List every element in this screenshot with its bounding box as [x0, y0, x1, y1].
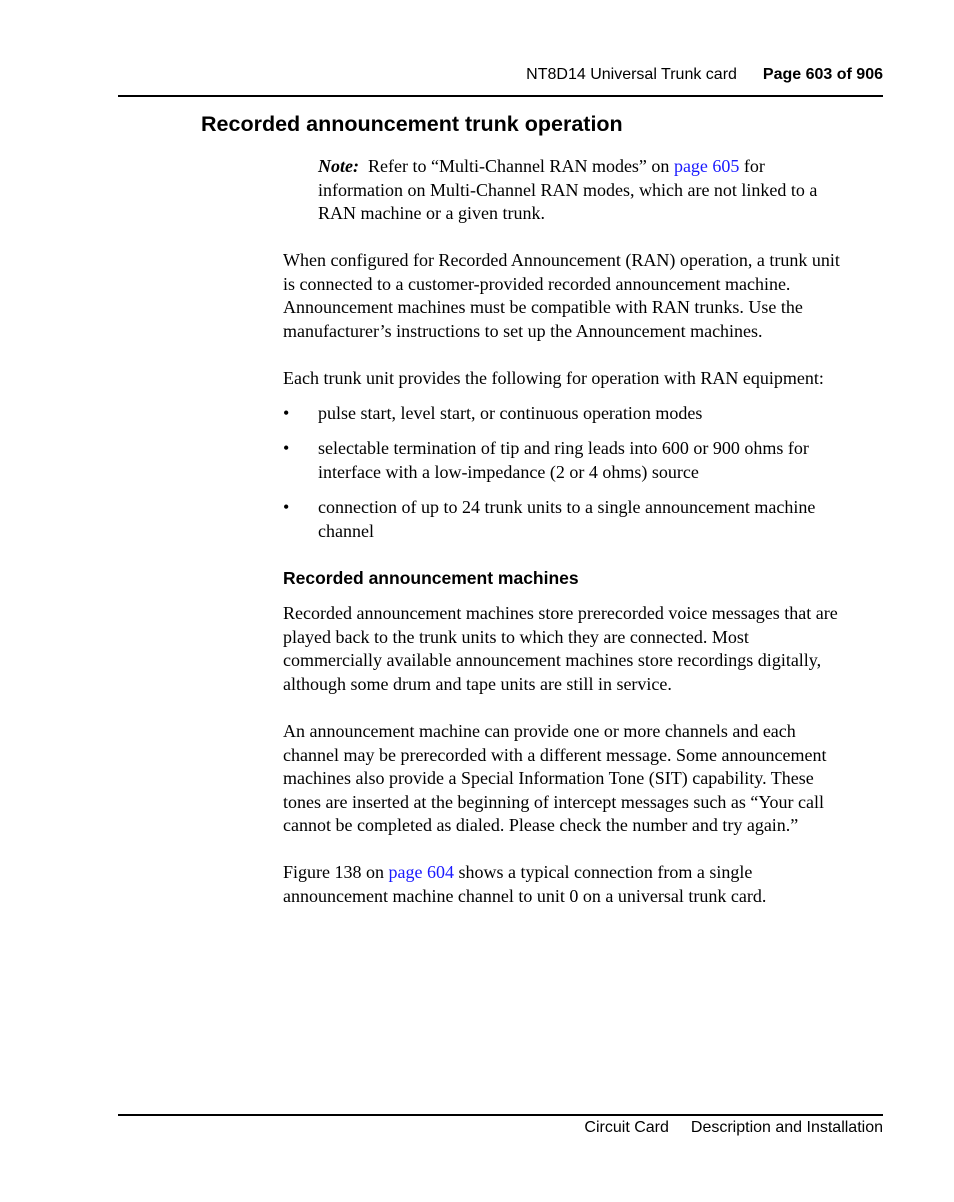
running-header [526, 66, 883, 84]
text-line: Recorded announcement machines store prerecorded voice messages that are [283, 603, 838, 623]
header-rule [118, 95, 883, 97]
note-text-end: for [743, 156, 765, 176]
text-line: tones are inserted at the beginning of intercept messages such as “Your call [283, 791, 825, 812]
bullet-symbol: • [283, 403, 290, 423]
text-line: Announcement machines must be compatible with RAN trunks. Use the [283, 297, 803, 317]
channels-paragraph [283, 720, 883, 838]
page-number: Page 603 of 906 [762, 66, 883, 83]
ran-intro-paragraph [283, 249, 883, 343]
list-item [283, 402, 883, 426]
text-line: machines also provide a Special Information Tone (SIT) capability. These [283, 768, 814, 788]
note-label: Note: [318, 156, 359, 176]
page-605-link[interactable]: page 605 [673, 156, 740, 176]
text-span: Figure 138 on [283, 862, 384, 882]
text-line: is connected to a customer-provided recorded announcement machine. [283, 273, 791, 294]
footer-rule [118, 1114, 883, 1116]
list-item [283, 437, 883, 484]
note-line-2: information on Multi-Channel RAN modes, which are not linked to a [318, 179, 818, 200]
figure-reference-paragraph [283, 861, 883, 908]
note-line-3: RAN machine or a given trunk. [318, 203, 545, 223]
list-item-text: channel [318, 520, 374, 541]
text-line: commercially available announcement machines store recordings digitally, [283, 650, 822, 670]
text-line: manufacturer’s instructions to set up the Announcement machines. [283, 320, 763, 341]
list-item-text: interface with a low-impedance (2 or 4 ohms) source [318, 461, 699, 482]
text-line: An announcement machine can provide one or more channels and each [283, 721, 796, 741]
page-604-link[interactable]: page 604 [388, 862, 454, 882]
list-item-text: selectable termination of tip and ring leads into 600 or 900 ohms for [318, 438, 809, 458]
bullet-symbol: • [283, 438, 290, 458]
features-intro-paragraph: Each trunk unit provides the following for operation with RAN equipment: [283, 368, 824, 388]
text-line: announcement machine channel to unit 0 on a universal trunk card. [283, 885, 767, 906]
section-title: Recorded announcement trunk operation [201, 112, 623, 136]
running-footer [584, 1119, 883, 1137]
bullet-symbol: • [283, 497, 290, 517]
list-item-text: pulse start, level start, or continuous operation modes [318, 403, 703, 423]
footer-left: Circuit Card [584, 1119, 669, 1136]
text-line: When configured for Recorded Announcement (RAN) operation, a trunk unit [283, 250, 840, 270]
note-text: Refer to “Multi-Channel RAN modes” on [367, 156, 670, 176]
note-block [318, 155, 878, 226]
text-line: cannot be completed as dialed. Please check the number and try again.” [283, 815, 799, 835]
machines-paragraph [283, 602, 883, 696]
subsection-title: Recorded announcement machines [283, 568, 579, 588]
footer-right: Description and Installation [690, 1119, 883, 1136]
text-line [283, 861, 883, 885]
list-item-text: connection of up to 24 trunk units to a single announcement machine [318, 497, 816, 517]
list-item [283, 496, 883, 543]
text-line: although some drum and tape units are still in service. [283, 673, 672, 694]
document-title: NT8D14 Universal Trunk card [526, 66, 737, 83]
text-line: played back to the trunk units to which they are connected. Most [283, 626, 749, 647]
text-line: channel may be prerecorded with a different message. Some announcement [283, 744, 827, 765]
text-span: shows a typical connection from a single [458, 862, 753, 882]
note-line-1 [318, 155, 878, 179]
